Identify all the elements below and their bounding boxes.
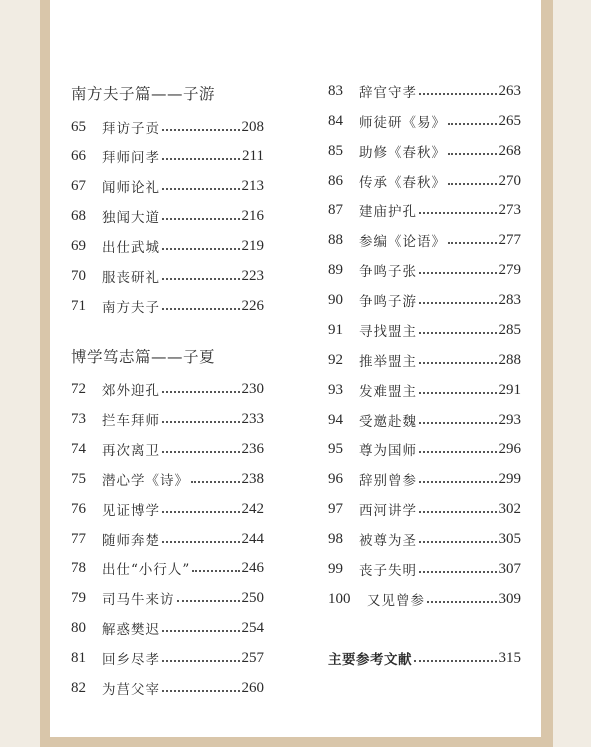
toc-entry[interactable]: [71, 588, 264, 608]
entry-number: 67: [71, 177, 86, 194]
entry-page: 265: [498, 112, 521, 129]
leader-dots: [162, 660, 240, 662]
entry-page: 238: [241, 470, 264, 487]
entry-number: 85: [328, 142, 343, 159]
toc-entry[interactable]: [328, 230, 521, 250]
leader-dots: [427, 601, 497, 603]
entry-page: 299: [498, 470, 521, 487]
leader-dots: [162, 541, 240, 543]
toc-entry[interactable]: [328, 589, 521, 609]
entry-number: 68: [71, 207, 86, 224]
entry-page: 288: [498, 351, 521, 368]
entry-title: 传承《春秋》: [359, 175, 446, 191]
leader-dots: [162, 248, 240, 250]
toc-entry[interactable]: [71, 266, 264, 286]
leader-dots: [419, 362, 497, 364]
entry-page: 307: [498, 560, 521, 577]
toc-entry[interactable]: [71, 529, 264, 549]
leader-dots: [162, 511, 240, 513]
entry-number: 86: [328, 172, 343, 189]
entry-number: 77: [71, 530, 86, 547]
toc-entry[interactable]: [328, 141, 521, 161]
entry-title: 丧子失明: [359, 563, 417, 579]
section-title: 博学笃志篇——子夏: [71, 348, 216, 366]
entry-number: 79: [71, 589, 86, 606]
entry-title: 为莒父宰: [102, 682, 160, 698]
leader-dots: [448, 123, 497, 125]
leader-dots: [419, 451, 497, 453]
entry-title: 寻找盟主: [359, 324, 417, 340]
toc-entry-references[interactable]: [328, 648, 521, 668]
entry-page: 236: [241, 440, 264, 457]
entry-title: 服丧研礼: [102, 270, 160, 286]
leader-dots: [191, 481, 240, 483]
toc-entry[interactable]: [328, 410, 521, 430]
toc-entry[interactable]: [328, 111, 521, 131]
toc-entry[interactable]: [71, 558, 264, 578]
entry-title: 回乡尽孝: [102, 652, 160, 668]
leader-dots: [162, 421, 240, 423]
entry-page: 273: [498, 201, 521, 218]
entry-title: 争鸣子张: [359, 264, 417, 280]
entry-page: 211: [242, 147, 264, 164]
entry-page: 213: [241, 177, 264, 194]
toc-entry[interactable]: [328, 260, 521, 280]
entry-page: 305: [498, 530, 521, 547]
entry-number: 95: [328, 440, 343, 457]
toc-entry[interactable]: [328, 559, 521, 579]
toc-entry[interactable]: [71, 409, 264, 429]
toc-entry[interactable]: [328, 81, 521, 101]
entry-title: 拦车拜师: [102, 413, 160, 429]
toc-entry[interactable]: [328, 171, 521, 191]
toc-entry[interactable]: [328, 350, 521, 370]
references-title: 主要参考文献: [328, 652, 412, 668]
entry-page: 279: [498, 261, 521, 278]
leader-dots: [419, 272, 497, 274]
toc-entry[interactable]: [71, 648, 264, 668]
entry-number: 81: [71, 649, 86, 666]
leader-dots: [419, 332, 497, 334]
toc-entry[interactable]: [71, 618, 264, 638]
entry-title: 出仕“小行人”: [102, 562, 191, 578]
entry-page: 242: [241, 500, 264, 517]
entry-page: 244: [241, 530, 264, 547]
entry-number: 76: [71, 500, 86, 517]
entry-number: 69: [71, 237, 86, 254]
entry-title: 潜心学《诗》: [102, 473, 189, 489]
entry-number: 83: [328, 82, 343, 99]
entry-title: 解惑樊迟: [102, 622, 160, 638]
entry-title: 辞别曾参: [359, 473, 417, 489]
entry-page: 270: [498, 172, 521, 189]
toc-entry[interactable]: [71, 469, 264, 489]
entry-number: 94: [328, 411, 343, 428]
entry-number: 80: [71, 619, 86, 636]
entry-page: 293: [498, 411, 521, 428]
entry-page: 219: [241, 237, 264, 254]
entry-number: 66: [71, 147, 86, 164]
leader-dots: [162, 690, 240, 692]
entry-page: 233: [241, 410, 264, 427]
entry-page: 260: [241, 679, 264, 696]
leader-dots: [177, 600, 240, 602]
toc-entry[interactable]: [328, 469, 521, 489]
entry-number: 91: [328, 321, 343, 338]
entry-title: 发难盟主: [359, 384, 417, 400]
entry-title: 辞官守孝: [359, 85, 417, 101]
leader-dots: [419, 212, 497, 214]
entry-page: 263: [498, 82, 521, 99]
toc-entry[interactable]: [328, 380, 521, 400]
entry-title: 随师奔楚: [102, 533, 160, 549]
entry-title: 见证博学: [102, 503, 160, 519]
leader-dots: [162, 278, 240, 280]
entry-title: 独闻大道: [102, 210, 160, 226]
toc-entry[interactable]: [328, 439, 521, 459]
entry-number: 99: [328, 560, 343, 577]
toc-entry[interactable]: [71, 499, 264, 519]
leader-dots: [419, 302, 497, 304]
entry-number: 88: [328, 231, 343, 248]
entry-title: 尊为国师: [359, 443, 417, 459]
entry-number: 70: [71, 267, 86, 284]
toc-entry[interactable]: [71, 439, 264, 459]
toc-entry[interactable]: [71, 236, 264, 256]
entry-title: 争鸣子游: [359, 294, 417, 310]
entry-title: 再次离卫: [102, 443, 160, 459]
leader-dots: [162, 391, 240, 393]
entry-title: 出仕武城: [102, 240, 160, 256]
entry-number: 98: [328, 530, 343, 547]
entry-number: 75: [71, 470, 86, 487]
toc-entry[interactable]: [328, 529, 521, 549]
entry-title: 拜访子贡: [102, 121, 160, 137]
entry-number: 82: [71, 679, 86, 696]
leader-dots: [162, 308, 240, 310]
entry-page: 208: [241, 118, 264, 135]
leader-dots: [419, 93, 497, 95]
entry-page: 216: [241, 207, 264, 224]
section-title: 南方夫子篇——子游: [71, 85, 216, 103]
toc-entry[interactable]: [328, 499, 521, 519]
entry-page: 302: [498, 500, 521, 517]
toc-entry[interactable]: [328, 320, 521, 340]
entry-number: 84: [328, 112, 343, 129]
entry-page: 254: [241, 619, 264, 636]
entry-page: 250: [241, 589, 264, 606]
entry-page: 296: [498, 440, 521, 457]
leader-dots: [419, 392, 497, 394]
entry-page: 226: [241, 297, 264, 314]
entry-page: 283: [498, 291, 521, 308]
entry-number: 97: [328, 500, 343, 517]
entry-number: 89: [328, 261, 343, 278]
entry-title: 司马牛来访: [102, 592, 175, 608]
entry-page: 257: [241, 649, 264, 666]
leader-dots: [419, 571, 497, 573]
leader-dots: [419, 541, 497, 543]
toc-entry[interactable]: [71, 379, 264, 399]
entry-number: 96: [328, 470, 343, 487]
entry-title: 西河讲学: [359, 503, 417, 519]
entry-number: 65: [71, 118, 86, 135]
entry-number: 93: [328, 381, 343, 398]
entry-page: 309: [498, 590, 521, 607]
entry-title: 助修《春秋》: [359, 145, 446, 161]
leader-dots: [414, 660, 497, 662]
entry-page: 223: [241, 267, 264, 284]
toc-entry[interactable]: [71, 296, 264, 316]
entry-title: 受邀赴魏: [359, 414, 417, 430]
entry-number: 87: [328, 201, 343, 218]
leader-dots: [162, 451, 240, 453]
entry-page: 291: [498, 381, 521, 398]
entry-title: 被尊为圣: [359, 533, 417, 549]
entry-title: 拜师问孝: [102, 150, 160, 166]
toc-entry[interactable]: [71, 146, 264, 166]
entry-title: 建庙护孔: [359, 204, 417, 220]
entry-title: 郊外迎孔: [102, 383, 160, 399]
entry-number: 100: [328, 590, 351, 607]
toc-entry[interactable]: [71, 678, 264, 698]
entry-title: 师徒研《易》: [359, 115, 446, 131]
entry-title: 又见曾参: [367, 593, 425, 609]
leader-dots: [419, 481, 497, 483]
leader-dots: [162, 630, 240, 632]
leader-dots: [162, 188, 240, 190]
references-page: 315: [498, 649, 521, 666]
leader-dots: [162, 218, 240, 220]
entry-title: 参编《论语》: [359, 234, 446, 250]
leader-dots: [448, 242, 497, 244]
leader-dots: [448, 183, 497, 185]
toc-entry[interactable]: [328, 200, 521, 220]
leader-dots: [192, 570, 239, 572]
entry-number: 73: [71, 410, 86, 427]
entry-title: 闻师论礼: [102, 180, 160, 196]
entry-number: 92: [328, 351, 343, 368]
toc-entry[interactable]: [71, 176, 264, 196]
entry-number: 74: [71, 440, 86, 457]
entry-page: 230: [241, 380, 264, 397]
entry-page: 246: [241, 559, 264, 576]
entry-number: 78: [71, 559, 86, 576]
leader-dots: [419, 422, 497, 424]
toc-entry[interactable]: [71, 117, 264, 137]
toc-entry[interactable]: [328, 290, 521, 310]
leader-dots: [419, 511, 497, 513]
toc-entry[interactable]: [71, 206, 264, 226]
leader-dots: [448, 153, 497, 155]
entry-number: 90: [328, 291, 343, 308]
entry-page: 268: [498, 142, 521, 159]
leader-dots: [162, 158, 240, 160]
entry-page: 285: [498, 321, 521, 338]
entry-number: 72: [71, 380, 86, 397]
entry-title: 推举盟主: [359, 354, 417, 370]
entry-title: 南方夫子: [102, 300, 160, 316]
leader-dots: [162, 129, 240, 131]
entry-page: 277: [498, 231, 521, 248]
entry-number: 71: [71, 297, 86, 314]
